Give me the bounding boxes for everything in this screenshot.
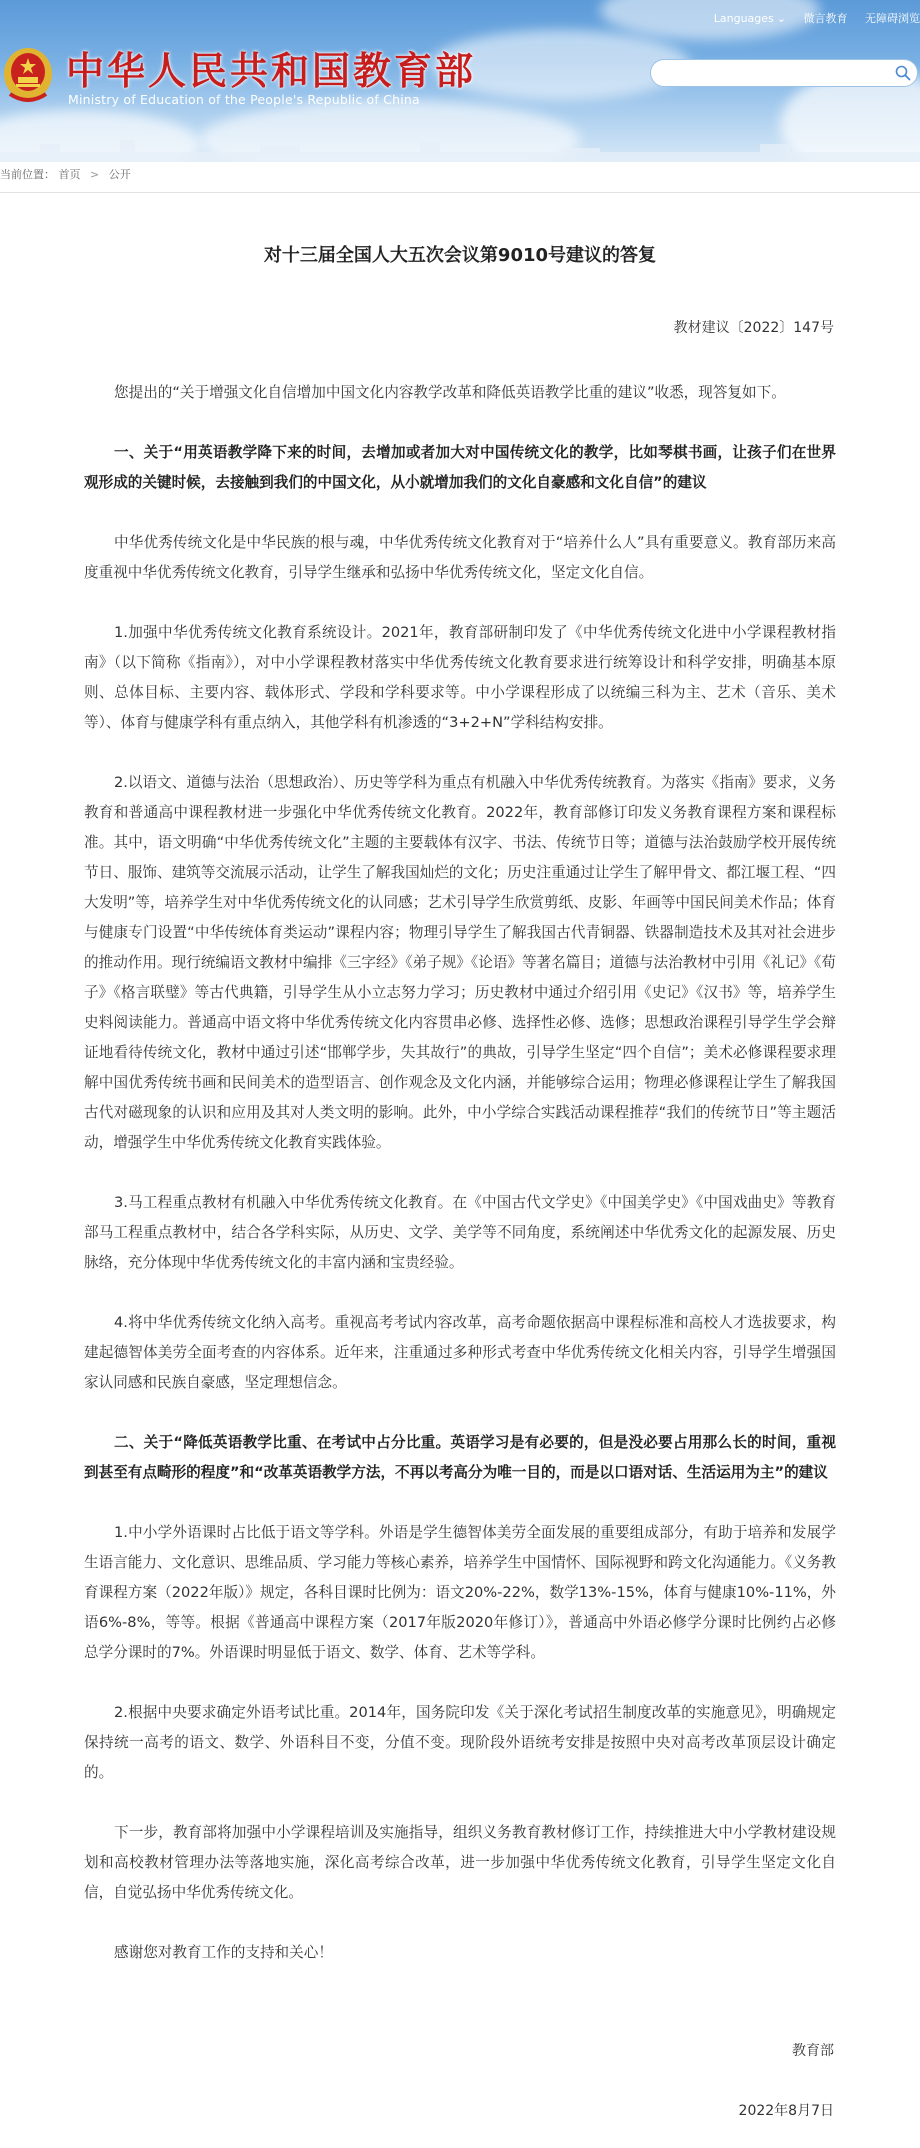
breadcrumb	[0, 166, 131, 182]
accessibility-link[interactable]: 无障碍浏览	[865, 12, 920, 25]
breadcrumb-label: 当前位置：	[0, 168, 55, 181]
body-paragraph: 中华优秀传统文化是中华民族的根与魂，中华优秀传统文化教育对于“培养什么人”具有重要意义。教育部历来高度重视中华优秀传统文化教育，引导学生继承和弘扬中华优秀传统文化，坚定文化自信。	[84, 534, 836, 581]
body-paragraph: 4.将中华优秀传统文化纳入高考。重视高考考试内容改革，高考命题依据高中课程标准和高校人才选拔要求，构建起德智体美劳全面考查的内容体系。近年来，注重通过多种形式考查中华优秀传统文化相关内容，引导学生增强国家认同感和民族自豪感，坚定理想信念。	[84, 1314, 836, 1391]
body-paragraph: 1.加强中华优秀传统文化教育系统设计。2021年，教育部研制印发了《中华优秀传统文化进中小学课程教材指南》（以下简称《指南》），对中小学课程教材落实中华优秀传统文化教育要求进行统筹设计和科学安排，明确基本原则、总体目标、主要内容、载体形式、学段和学科要求等。中小学课程形成了以统编三科为主、艺术（音乐、美术等）、体育与健康学科有重点纳入，其他学科有机渗透的“3+2+N”学科结构安排。	[84, 624, 836, 731]
article-body	[84, 378, 836, 1998]
signature: 教育部	[792, 2043, 834, 2059]
site-subtitle: Ministry of Education of the People's Republic of China	[68, 92, 420, 107]
city-skyline-decoration	[0, 122, 920, 162]
site-title[interactable]: 中华人民共和国教育部	[66, 48, 477, 93]
breadcrumb-separator: >	[90, 168, 100, 181]
closing-paragraph: 感谢您对教育工作的支持和关心！	[114, 1944, 333, 1961]
national-emblem-icon	[2, 44, 54, 102]
body-paragraph: 2.以语文、道德与法治（思想政治）、历史等学科为重点有机融入中华优秀传统教育。为落实《指南》要求，义务教育和普通高中课程教材进一步强化中华优秀传统文化教育。2022年，教育部修订印发义务教育课程方案和课程标准。其中，语文明确“中华优秀传统文化”主题的主要载体有汉字、书法、传统节日等；道德与法治鼓励学校开展传统节日、服饰、建筑等交流展示活动，让学生了解我国灿烂的文化；历史注重通过让学生了解甲骨文、都江堰工程、“四大发明”等，培养学生对中华优秀传统文化的认同感；艺术引导学生欣赏剪纸、皮影、年画等中国民间美术作品；体育与健康专门设置“中华传统体育类运动”课程内容；物理引导学生了解我国古代青铜器、铁器制造技术及其对社会进步的推动作用。现行统编语文教材中编排《三字经》《弟子规》《论语》等著名篇目；道德与法治教材中引用《礼记》《荀子》《格言联璧》等古代典籍，引导学生从小立志努力学习；历史教材中通过介绍引用《史记》《汉书》等，培养学生史料阅读能力。普通高中语文将中华优秀传统文化内容贯串必修、选择性必修、选修；思想政治课程引导学生学会辩证地看待传统文化，教材中通过引述“邯郸学步，失其故行”的典故，引导学生坚定“四个自信”；美术必修课程要求理解中国优秀传统书画和民间美术的造型语言、创作观念及文化内涵，并能够综合运用；物理必修课程让学生了解我国古代对磁现象的认识和应用及其对人类文明的影响。此外，中小学综合实践活动课程推荐“我们的传统节日”等主题活动，增强学生中华优秀传统文化教育实践体验。	[84, 774, 836, 1151]
section-heading-2: 二、关于“降低英语教学比重、在考试中占分比重。英语学习是有必要的，但是没必要占用那么长的时间，重视到甚至有点畸形的程度”和“改革英语教学方法，不再以考高分为唯一目的，而是以口语对话、生活运用为主”的建议	[84, 1434, 836, 1481]
document-number: 教材建议〔2022〕147号	[673, 320, 834, 336]
weibo-link[interactable]: 微言教育	[803, 12, 848, 25]
document-title: 对十三届全国人大五次会议第9010号建议的答复	[263, 245, 657, 266]
body-paragraph: 下一步，教育部将加强中小学课程培训及实施指导，组织义务教育教材修订工作，持续推进大中小学教材建设规划和高校教材管理办法等落地实施，深化高考综合改革，进一步加强中华优秀传统文化教育，引导学生坚定文化自信，自觉弘扬中华优秀传统文化。	[84, 1824, 836, 1901]
body-paragraph: 3.马工程重点教材有机融入中华优秀传统文化教育。在《中国古代文学史》《中国美学史》《中国戏曲史》等教育部马工程重点教材中，结合各学科实际，从历史、文学、美学等不同角度，系统阐述中华优秀文化的起源发展、历史脉络，充分体现中华优秀传统文化的丰富内涵和宝贵经验。	[84, 1194, 836, 1271]
search-input[interactable]	[650, 59, 918, 87]
section-heading-1: 一、关于“用英语教学降下来的时间，去增加或者加大对中国传统文化的教学，比如琴棋书画，让孩子们在世界观形成的关键时候，去接触到我们的中国文化，从小就增加我们的文化自豪感和文化自信”的建议	[84, 444, 836, 491]
top-links	[700, 10, 920, 26]
site-header	[0, 0, 920, 162]
intro-paragraph: 您提出的“关于增强文化自信增加中国文化内容教学改革和降低英语教学比重的建议”收悉，现答复如下。	[114, 384, 786, 401]
breadcrumb-public[interactable]: 公开	[108, 168, 131, 181]
search-icon[interactable]	[895, 65, 911, 81]
languages-link[interactable]: Languages ⌄	[713, 12, 786, 25]
chevron-down-icon: ⌄	[776, 12, 786, 25]
document-date: 2022年8月7日	[738, 2103, 834, 2119]
body-paragraph: 2.根据中央要求确定外语考试比重。2014年，国务院印发《关于深化考试招生制度改革的实施意见》，明确规定保持统一高考的语文、数学、外语科目不变，分值不变。现阶段外语统考安排是按照中央对高考改革顶层设计确定的。	[84, 1704, 836, 1781]
body-paragraph: 1.中小学外语课时占比低于语文等学科。外语是学生德智体美劳全面发展的重要组成部分，有助于培养和发展学生语言能力、文化意识、思维品质、学习能力等核心素养，培养学生中国情怀、国际视野和跨文化沟通能力。《义务教育课程方案（2022年版）》规定，各科目课时比例为：语文20%-22%，数学13%-15%，体育与健康10%-11%，外语6%-8%，等等。根据《普通高中课程方案（2017年版2020年修订）》，普通高中外语必修学分课时比例约占必修总学分课时的7%。外语课时明显低于语文、数学、体育、艺术等学科。	[84, 1524, 836, 1661]
divider	[0, 192, 920, 193]
breadcrumb-home[interactable]: 首页	[58, 168, 81, 181]
